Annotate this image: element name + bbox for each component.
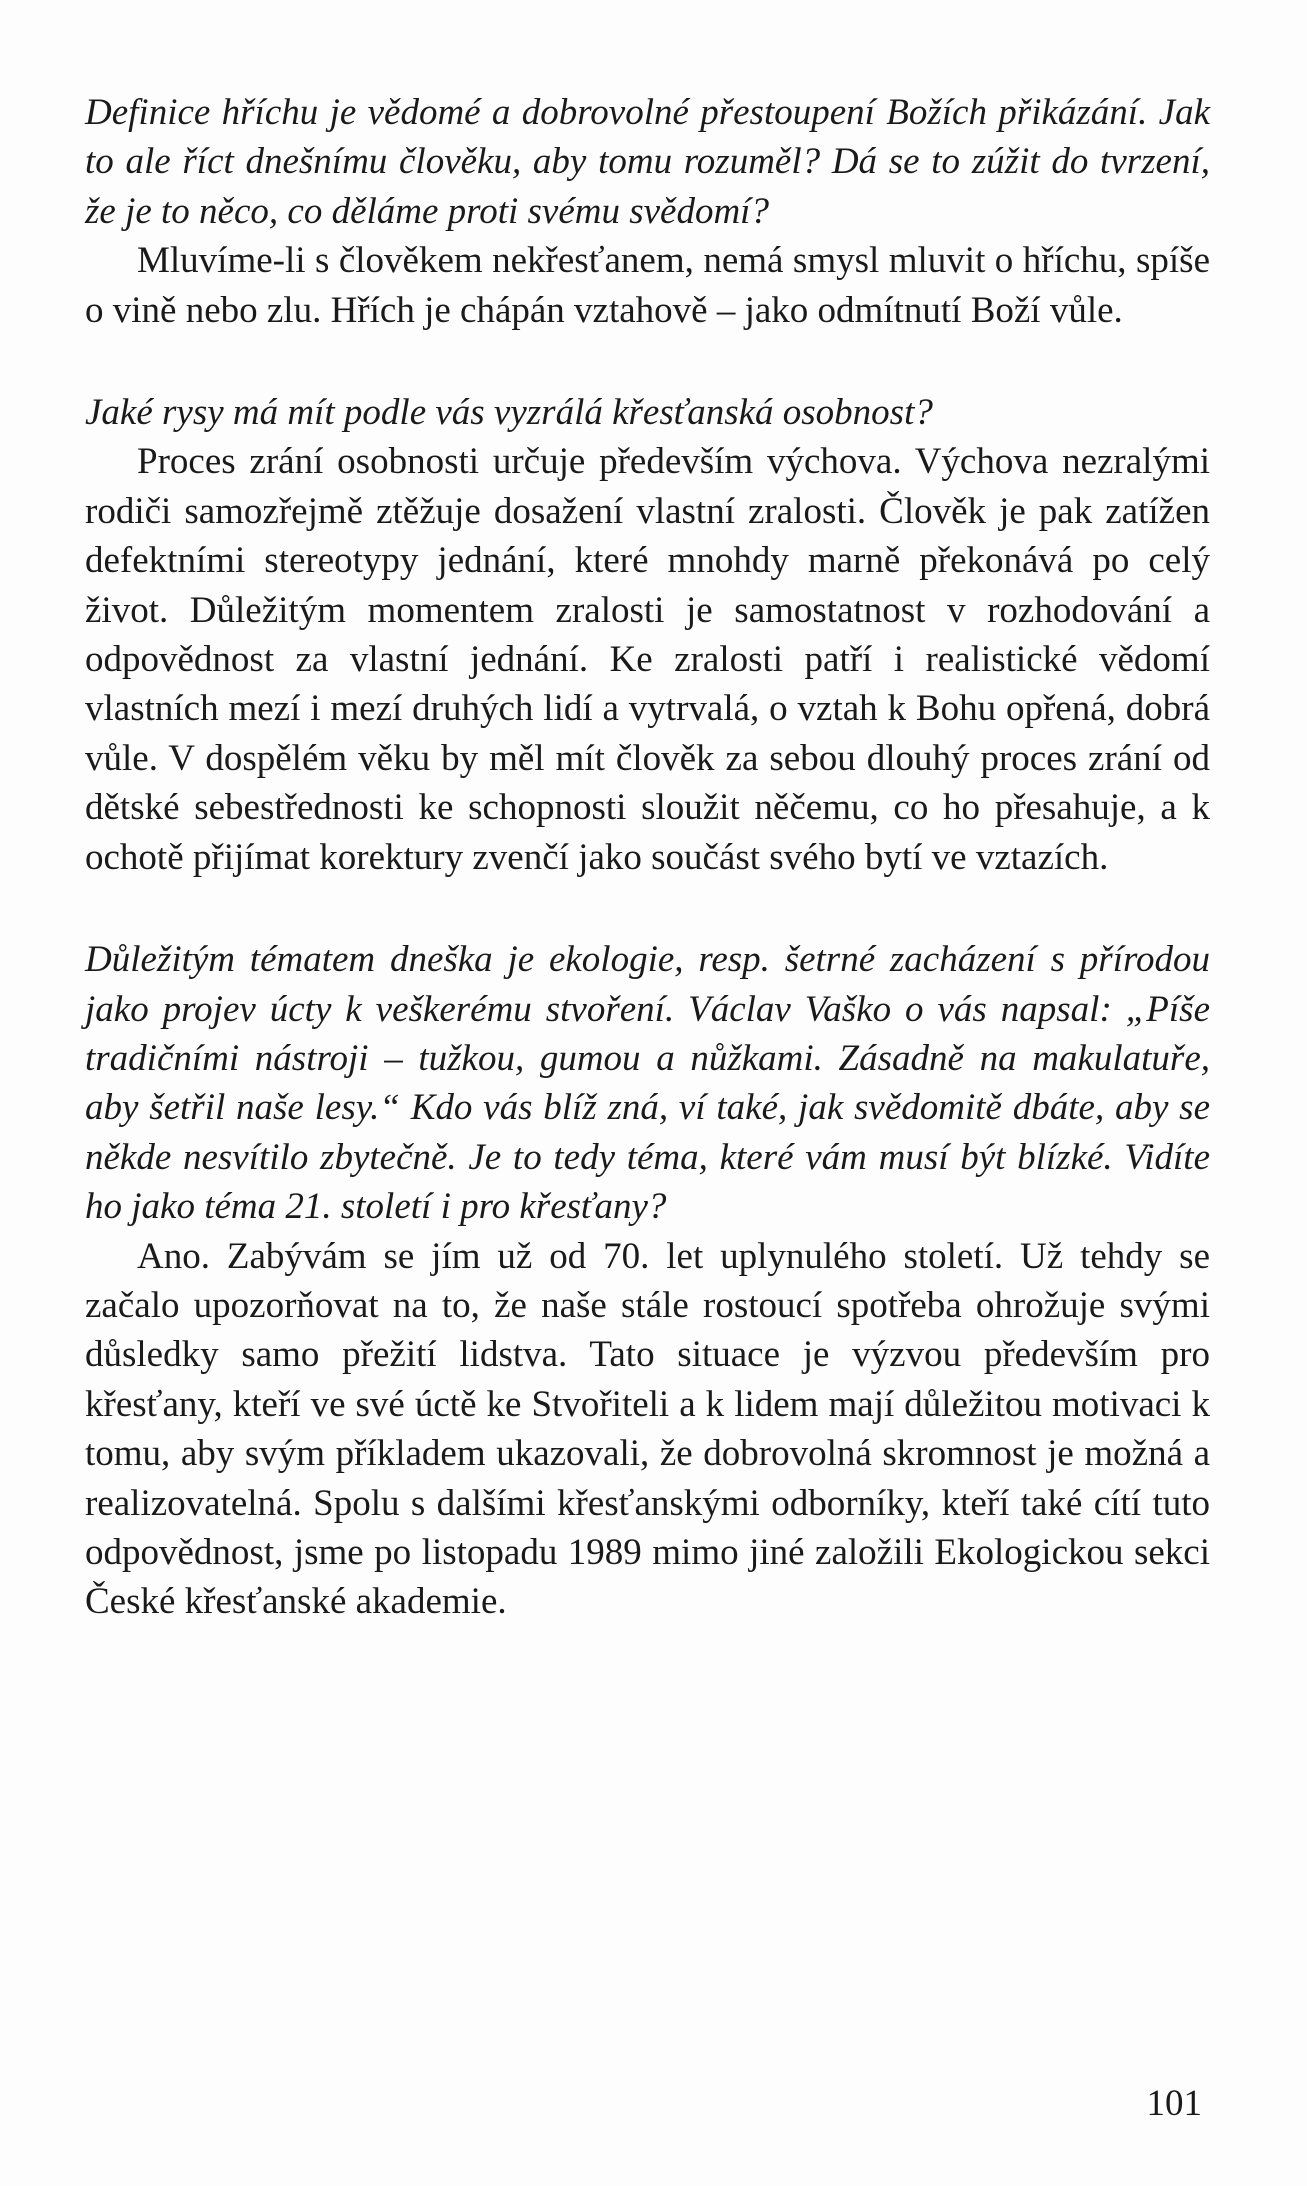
page-number: 101 — [1146, 2083, 1202, 2124]
text-column — [85, 88, 1210, 1680]
qa-block-ecology — [85, 935, 1210, 1627]
qa-block-sin — [85, 88, 1210, 335]
question-paragraph: Jaké rysy má mít podle vás vyzrálá křesťanská osobnost? — [85, 392, 933, 434]
answer-paragraph: Mluvíme-li s člověkem nekřesťanem, nemá smysl mluvit o hříchu, spíše o vině nebo zlu. Hřích je chápán vztahově – jako odmítnutí Boží vůle. — [85, 240, 1210, 331]
answer-paragraph: Ano. Zabývám se jím už od 70. let uplynulého století. Už tehdy se začalo upozorňovat na to, že naše stále rostoucí spotřeba ohrožuje svými důsledky samo přežití lidstva. Tato situace je výzvou především pro křesťany, kteří ve své úctě ke Stvořiteli a k lidem mají důležitou motivaci k tomu, aby svým příkladem ukazovali, že dobrovolná skromnost je možná a realizovatelná. Spolu s dalšími křesťanskými odborníky, kteří také cítí tuto odpovědnost, jsme po listopadu 1989 mimo jiné založili Ekologickou sekci České křesťanské akademie. — [85, 1235, 1210, 1623]
question-paragraph: Důležitým tématem dneška je ekologie, resp. šetrné zacházení s přírodou jako projev úcty k veškerému stvoření. Václav Vaško o vás napsal: „Píše tradičními nástroji – tužkou, gumou a nůžkami. Zásadně na makulatuře, aby šetřil naše lesy.“ Kdo vás blíž zná, ví také, jak svědomitě dbáte, aby se někde nesvítilo zbytečně. Je to tedy téma, které vám musí být blízké. Vidíte ho jako téma 21. století i pro křesťany? — [85, 939, 1210, 1228]
question-paragraph: Definice hříchu je vědomé a dobrovolné přestoupení Božích přikázání. Jak to ale říct dnešnímu člověku, aby tomu rozuměl? Dá se to zúžit do tvrzení, že je to něco, co děláme proti svému svědomí? — [85, 92, 1210, 232]
qa-block-maturity — [85, 388, 1210, 882]
answer-paragraph: Proces zrání osobnosti určuje především výchova. Výchova nezralými rodiči samozřejmě ztěžuje dosažení vlastní zralosti. Člověk je pak zatížen defektními stereotypy jednání, které mnohdy marně překonává po celý život. Důležitým momentem zralosti je samostatnost v rozhodování a odpovědnost za vlastní jednání. Ke zralosti patří i realistické vědomí vlastních mezí i mezí druhých lidí a vytrvalá, o vztah k Bohu opřená, dobrá vůle. V dospělém věku by měl mít člověk za sebou dlouhý proces zrání od dětské sebestřednosti ke schopnosti sloužit něčemu, co ho přesahuje, a k ochotě přijímat korektury zvenčí jako součást svého bytí ve vztazích. — [85, 441, 1210, 878]
